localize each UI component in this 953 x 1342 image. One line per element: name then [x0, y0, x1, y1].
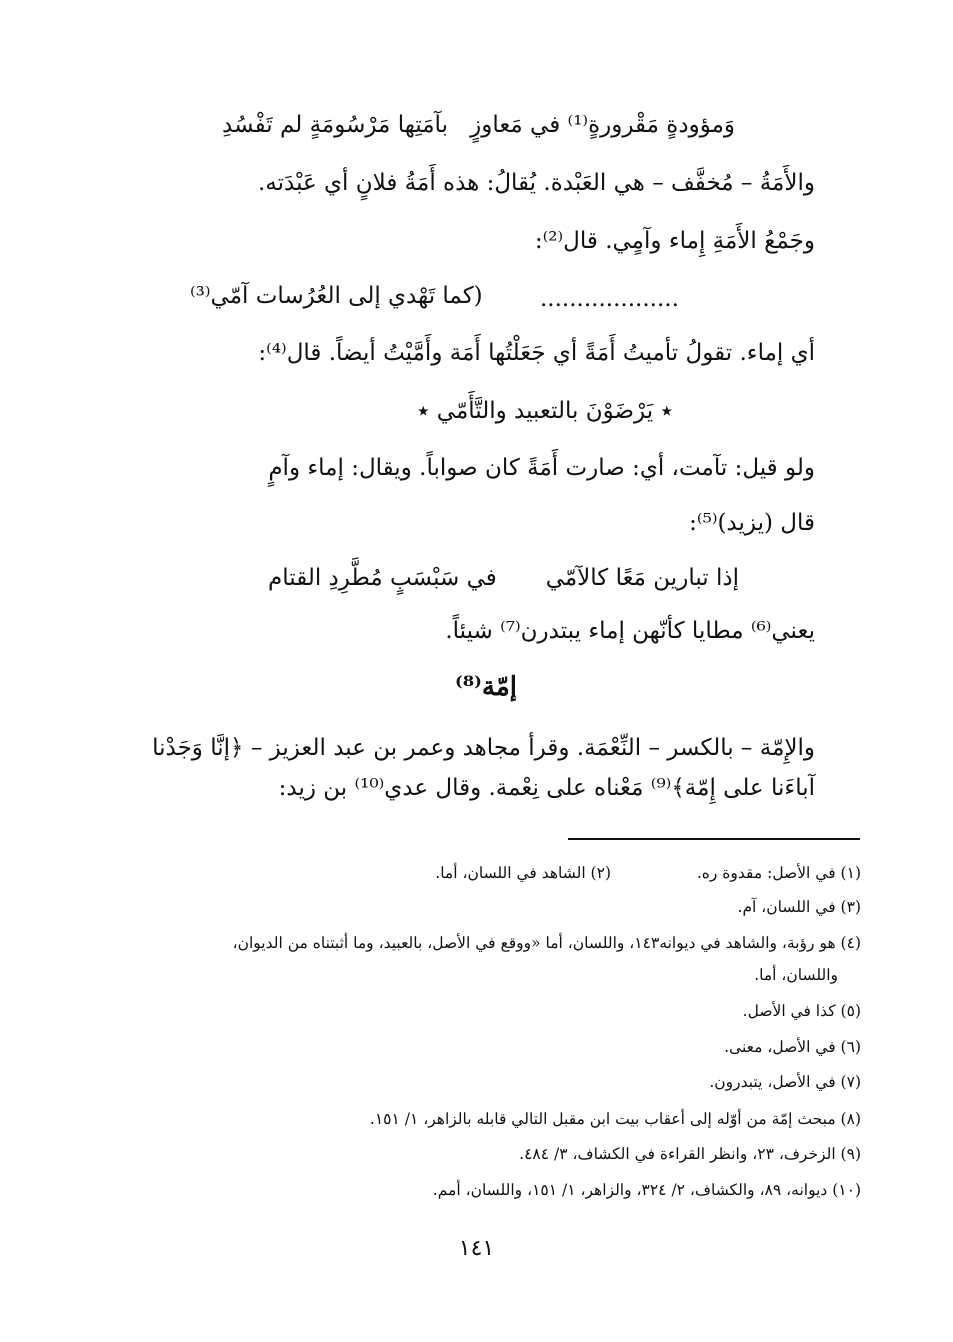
footnote-separator — [568, 838, 860, 840]
footnote-9: (٩) الزخرف، ٢٣، وانظر القراءة في الكشاف، ٣/ ٤٨٤. — [519, 1145, 861, 1163]
verse-3-left-hemistich: في سَبْسَبٍ مُطَّرِدِ القتام — [268, 565, 497, 591]
section-heading: إمّة⁽⁸⁾ — [455, 672, 517, 702]
page-number: ١٤١ — [458, 1236, 495, 1261]
paragraph-3: أي إماء. تقولُ تأميتُ أَمَةً أي جَعَلْتُها أَمَة وأَمَّيْتُ أيضاً. قال⁽⁴⁾: — [258, 340, 815, 366]
footnote-3: (٣) في اللسان، آم. — [737, 898, 861, 916]
footnote-4-line-2: واللسان، أما. — [754, 966, 838, 984]
footnote-6: (٦) في الأصل، معنى. — [724, 1038, 861, 1056]
verse-2-dots: ................... — [540, 286, 679, 312]
footnote-7: (٧) في الأصل، يتبدرون. — [709, 1073, 861, 1091]
paragraph-4: ولو قيل: تآمت، أي: صارت أَمَةً كان صواباً. ويقال: إماء وآمٍ — [268, 455, 815, 481]
verse-2-text: (كما تَهْدي إلى العُرُسات آمّي⁽³⁾ — [190, 283, 483, 309]
paragraph-2: وجَمْعُ الأَمَةِ إِماء وآمٍي. قال⁽²⁾: — [534, 228, 815, 254]
paragraph-7-line-1: والإِمّة – بالكسر – النِّعْمَة. وقرأ مجاهد وعمر بن عبد العزيز – ﴿إنَّا وَجَدْنا — [152, 735, 815, 761]
paragraph-6: يعني⁽⁶⁾ مطايا كأنّهن إماء يبتدرن⁽⁷⁾ شيئاً. — [445, 618, 815, 644]
footnote-8: (٨) مبحث إمّة من أوّله إلى أعقاب بيت ابن مقبل التالي قابله بالزاهر، ١/ ١٥١. — [369, 1110, 861, 1128]
verse-1-right-hemistich: وَمؤودةٍ مَقْرورةٍ⁽¹⁾ في مَعاوزٍ — [470, 112, 735, 138]
paragraph-1: والأَمَةُ – مُخفَّف – هي العَبْدة. يُقالُ: هذه أَمَةُ فلانٍ أي عَبْدَته. — [257, 170, 815, 196]
verse-1-left-hemistich: بآمَتِها مَرْسُومَةٍ لم تَفْسُدِ — [222, 112, 448, 138]
verse-3-right-hemistich: إذا تبارين مَعًا كالآمّي — [545, 565, 739, 591]
paragraph-5: قال (يزيد)⁽⁵⁾: — [689, 510, 815, 536]
footnote-1: (١) في الأصل: مقدوة ره. — [696, 864, 861, 882]
rajaz-verse: ٭ يَرْضَوْنَ بالتعبيد والتَّأَمّي ٭ — [416, 398, 673, 424]
footnote-10: (١٠) ديوانه، ٨٩، والكشاف، ٢/ ٣٢٤، والزاهر، ١/ ١٥١، واللسان، أمم. — [432, 1181, 861, 1199]
paragraph-7-line-2: آباءَنا على إِمّة﴾⁽⁹⁾ مَعْناه على نِعْمة. وقال عدي⁽¹⁰⁾ بن زيد: — [278, 775, 815, 801]
footnote-2: (٢) الشاهد في اللسان، أما. — [435, 864, 611, 882]
footnote-4-line-1: (٤) هو رؤبة، والشاهد في ديوانه١٤٣، واللسان، أما «ووقع في الأصل، بالعبيد، وما أثبتناه من الديوان، — [232, 934, 861, 952]
footnote-5: (٥) كذا في الأصل. — [742, 1002, 861, 1020]
